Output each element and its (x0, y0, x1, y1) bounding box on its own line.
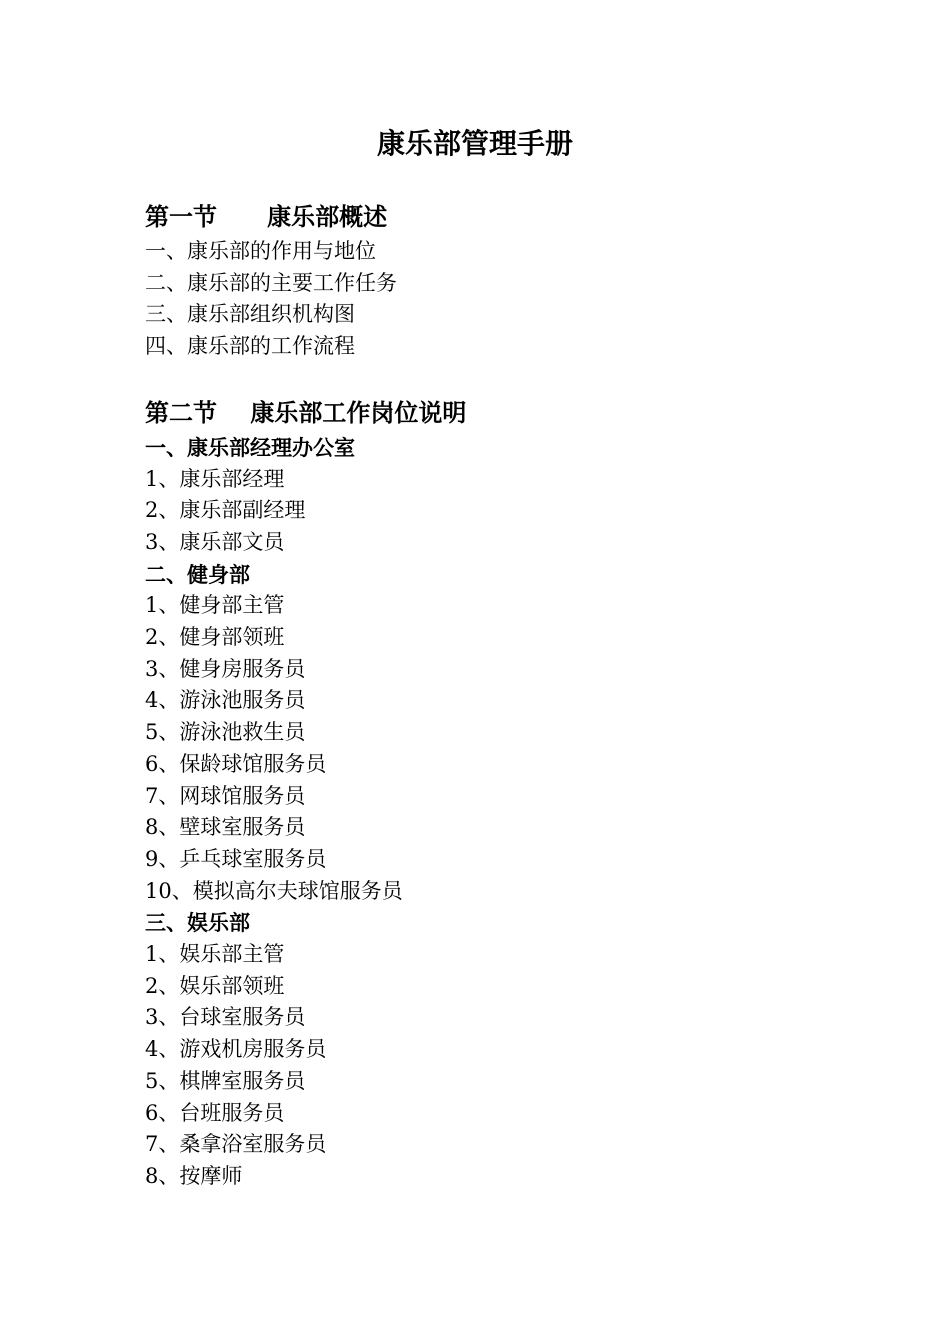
list-item: 6、台班服务员 (145, 1100, 285, 1125)
list-item: 1、健身部主管 (145, 593, 285, 618)
list-item: 2、娱乐部领班 (145, 973, 285, 998)
group-list-fitness (145, 590, 845, 907)
list-item: 二、康乐部的主要工作任务 (145, 270, 397, 295)
list-item: 5、游泳池救生员 (145, 720, 306, 745)
list-item: 1、娱乐部主管 (145, 942, 285, 967)
group-list-office (145, 464, 845, 559)
group-heading-fitness: 二、健身部 (145, 561, 250, 587)
document-title: 康乐部管理手册 (376, 127, 573, 160)
list-item: 6、保龄球馆服务员 (145, 751, 327, 776)
list-item: 四、康乐部的工作流程 (145, 334, 355, 359)
list-item: 7、桑拿浴室服务员 (145, 1132, 327, 1157)
section-2-title: 第二节 康乐部工作岗位说明 (145, 397, 467, 427)
list-item: 2、康乐部副经理 (145, 498, 306, 523)
group-heading-office: 一、康乐部经理办公室 (145, 434, 355, 460)
group-heading-entertainment: 三、娱乐部 (145, 910, 250, 936)
list-item: 1、康乐部经理 (145, 466, 285, 491)
document-content (145, 198, 845, 1193)
section-1-title: 第一节 康乐部概述 (145, 202, 388, 231)
list-item: 10、模拟高尔夫球馆服务员 (145, 878, 403, 903)
list-item: 3、健身房服务员 (145, 656, 306, 681)
list-item: 2、健身部领班 (145, 625, 285, 650)
list-item: 9、乒乓球室服务员 (145, 846, 327, 871)
list-item: 8、按摩师 (145, 1163, 243, 1188)
list-item: 4、游戏机房服务员 (145, 1037, 327, 1062)
list-item: 三、康乐部组织机构图 (145, 302, 355, 327)
list-item: 3、康乐部文员 (145, 529, 285, 554)
group-list-entertainment (145, 939, 845, 1193)
list-item: 一、康乐部的作用与地位 (145, 239, 376, 263)
list-item: 7、网球馆服务员 (145, 783, 306, 808)
list-item: 8、壁球室服务员 (145, 815, 306, 840)
section-1-list (145, 236, 845, 363)
list-item: 4、游泳池服务员 (145, 688, 306, 713)
list-item: 3、台球室服务员 (145, 1005, 306, 1030)
list-item: 5、棋牌室服务员 (145, 1068, 306, 1093)
